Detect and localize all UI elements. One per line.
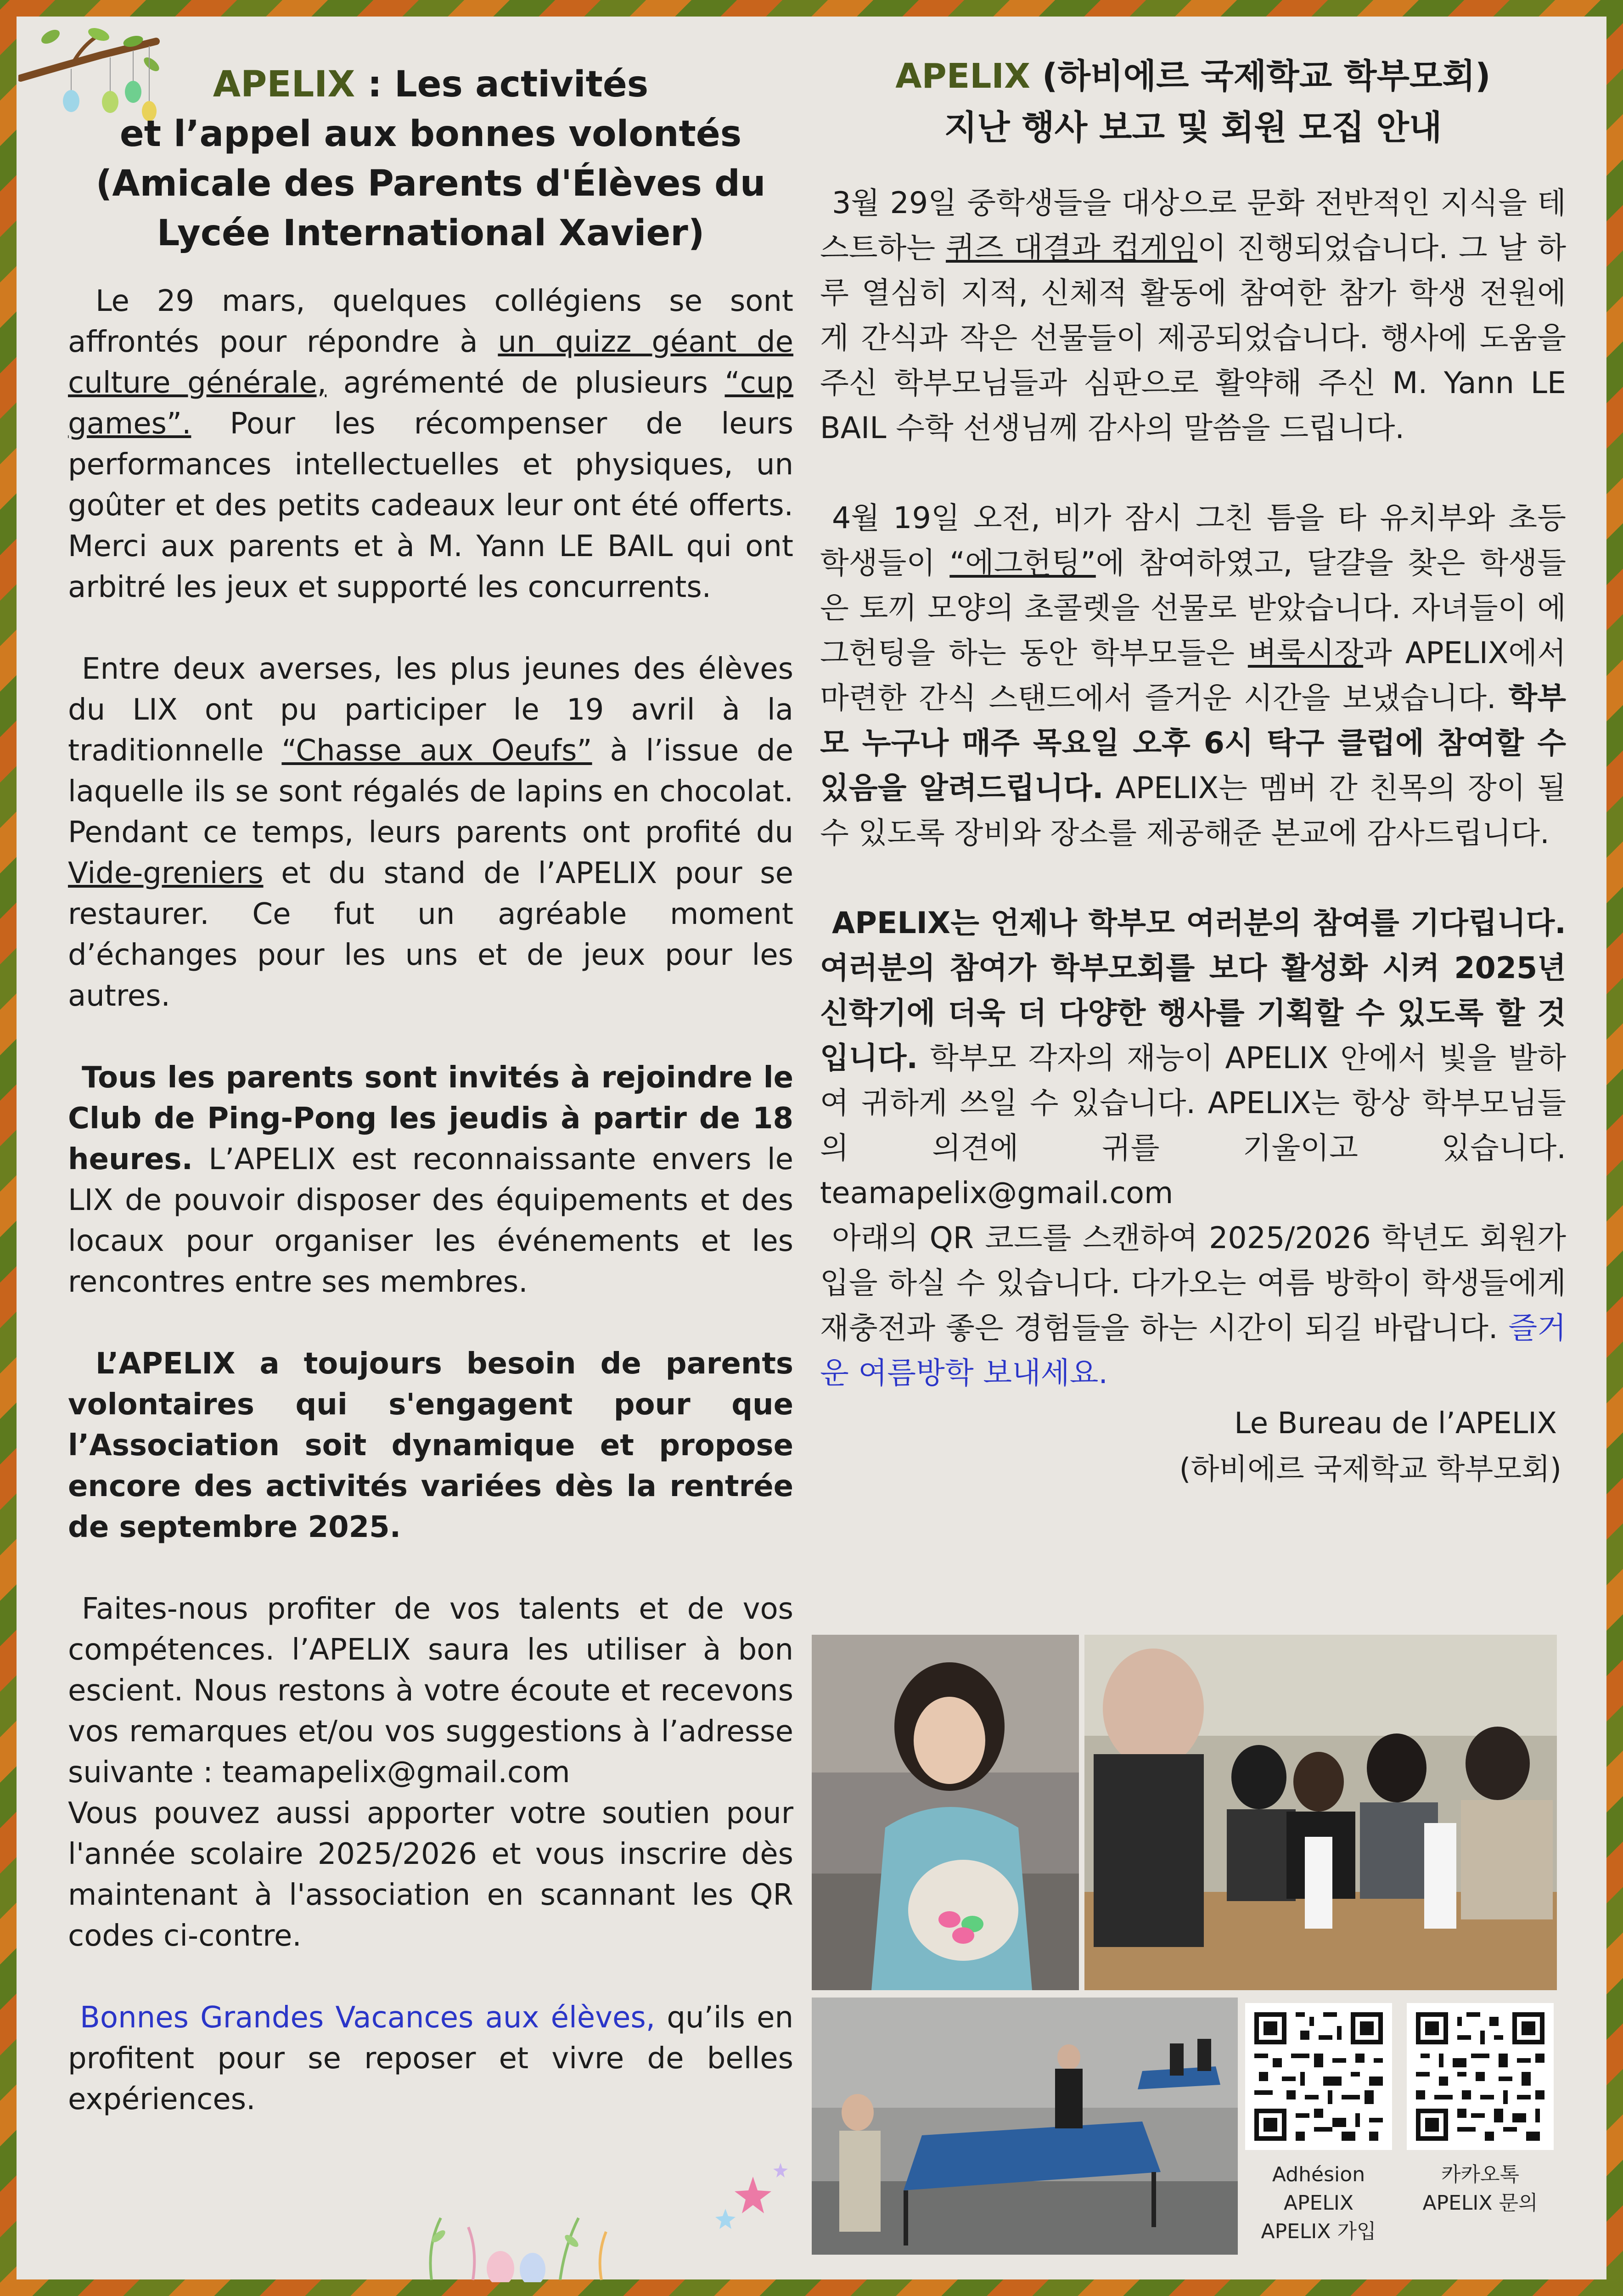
text-span: et du stand de l’APELIX pour se restaurer. Ce fut un agréable moment d’échanges pour les uns et de jeux pour les autres.	[68, 856, 793, 1013]
french-title-brand: APELIX	[213, 64, 355, 105]
qr-code-membership[interactable]	[1245, 2003, 1392, 2150]
text-span: 학부모 각자의 재능이 APELIX 안에서 빛을 발하여 귀하게 쓰일 수 있습니다. APELIX는 항상 학부모님들의 의견에 귀를 기울이고 있습니다. teamapelix@gmail.com	[820, 1041, 1566, 1210]
qr-caption-kakaotalk	[1393, 2161, 1567, 2217]
text-span: 에 참여하였고, 달걀을 찾은 학생들은 토끼 모양의 초콜렛을 선물로 받았습니다. 자녀들이 에그헌팅을 하는 동안 학부모들은	[820, 546, 1566, 670]
korean-paragraph-participation	[820, 901, 1566, 1216]
korean-paragraph-eggs	[820, 496, 1566, 856]
egg-hunt-link-ko: “에그헌팅”	[949, 546, 1096, 580]
qr-caption-membership-line2: APELIX	[1283, 2191, 1354, 2215]
text-span: Vous pouvez aussi apporter votre soutien pour l'année scolaire 2025/2026 et vous inscrire dès maintenant à l'association en scannant les QR codes ci-contre.	[68, 1796, 793, 1953]
text-span: à l’issue de laquelle ils se sont régalés de lapins en chocolat. Pendant ce temps, leurs parents ont profité du	[68, 734, 793, 850]
participation-bold-ko: APELIX는 언제나 학부모 여러분의 참여를 기다립니다. 여러분의 참여가 학부모회를 보다 활성화 시켜 2025년 신학기에 더욱 더 다양한 행사를 기획할 수 있도록 할 것입니다.	[820, 906, 1566, 1075]
quiz-link: un quizz géant de culture générale,	[68, 325, 793, 400]
text-span: qu’ils en profitent pour se reposer et vivre de belles expériences.	[68, 2001, 794, 2116]
signature-line2: (하비에르 국제학교 학부모회)	[1179, 1452, 1561, 1486]
text-span: 과 APELIX에서 마련한 간식 스탠드에서 즐거운 시간을 보냈습니다.	[820, 636, 1566, 715]
french-paragraph-talents	[68, 1589, 793, 1793]
text-span: Le 29 mars, quelques collégiens se sont affrontés pour répondre à	[68, 284, 793, 359]
french-paragraph-holidays	[68, 1998, 793, 2120]
french-column	[68, 60, 793, 2161]
french-paragraph-eggs	[68, 649, 793, 1017]
text-span: 4월 19일 오전, 비가 잠시 그친 틈을 타 유치부와 초등 학생들이	[820, 501, 1566, 580]
text-span: Faites-nous profiter de vos talents et de vos compétences. l’APELIX saura les utiliser à bon escient. Nous restons à votre écoute et recevons vos remarques et/ou vos suggestions à l’adresse suivante : teamapelix@gmail.com	[68, 1592, 793, 1790]
text-span: Entre deux averses, les plus jeunes des élèves du LIX ont pu participer le 19 avril à la traditionnelle	[68, 652, 793, 768]
french-title-line3: (Amicale des Parents d'Élèves du	[95, 163, 766, 204]
text-span: 3월 29일 중학생들을 대상으로 문화 전반적인 지식을 테스트하는	[820, 186, 1566, 265]
photo-ping-pong	[812, 1998, 1238, 2255]
qr-code-kakaotalk[interactable]	[1407, 2003, 1554, 2150]
volunteers-bold: L’APELIX a toujours besoin de parents volontaires qui s'engagent pour que l’Association soit dynamique et propose encore des activités variées dès la rentrée de septembre 2025.	[68, 1347, 793, 1544]
french-paragraph-quiz	[68, 281, 793, 608]
french-title-line4: Lycée International Xavier)	[157, 213, 705, 254]
signature-line1: Le Bureau de l’APELIX	[1234, 1407, 1557, 1441]
text-span: agrémenté de plusieurs	[326, 366, 725, 400]
text-span: Pour les récompenser de leurs performances intellectuelles et physiques, un goûter et des petits cadeaux leur ont été offerts. Merci aux parents et à M. Yann LE BAIL qui ont arbitré les jeux et supporté les concurrents.	[68, 407, 793, 604]
text-span: 아래의 QR 코드를 스캔하여 2025/2026 학년도 회원가입을 하실 수 있습니다. 다가오는 여름 방학이 학생들에게 재충전과 좋은 경험들을 하는 시간이 되길 바랍니다.	[820, 1221, 1566, 1345]
french-paragraph-pingpong	[68, 1058, 793, 1303]
korean-title	[820, 51, 1566, 153]
text-span: L’APELIX est reconnaissante envers le LIX de pouvoir disposer des équipements et des locaux pour organiser les événements et les rencontres entre ses membres.	[68, 1142, 793, 1299]
pingpong-bold: Tous les parents sont invités à rejoindre le Club de Ping-Pong les jeudis à partir de 18 heures.	[68, 1061, 793, 1176]
text-span: APELIX는 멤버 간 친목의 장이 될 수 있도록 장비와 장소를 제공해준 본교에 감사드립니다.	[820, 771, 1567, 850]
photo-egg-hunt-girl	[812, 1635, 1079, 1990]
easter-egg-plants-icon	[413, 2190, 634, 2282]
qr-caption-membership	[1231, 2161, 1406, 2246]
pingpong-bold-ko: 학부모 누구나 매주 목요일 오후 6시 탁구 클럽에 참여할 수 있음을 알려드립니다.	[820, 681, 1566, 805]
summer-greeting-ko: 즐거운 여름방학 보내세요.	[820, 1311, 1566, 1390]
qr-caption-membership-line3: APELIX 가입	[1261, 2220, 1376, 2243]
korean-title-brand: APELIX	[895, 56, 1031, 96]
korean-title-line2: 지난 행사 보고 및 회원 모집 안내	[944, 108, 1442, 147]
french-paragraph-support	[68, 1793, 793, 1957]
sparkle-stars-icon	[707, 2149, 799, 2241]
korean-paragraph-quiz	[820, 181, 1566, 451]
french-title-line2: et l’appel aux bonnes volontés	[119, 113, 742, 155]
cup-games-link: “cup games”.	[68, 366, 794, 441]
french-title	[68, 60, 793, 258]
french-paragraph-volunteers	[68, 1344, 793, 1548]
qr-caption-kakaotalk-line1: 카카오톡	[1441, 2163, 1519, 2186]
text-span: 이 진행되었습니다. 그 날 하루 열심히 지적, 신체적 활동에 참여한 참가 학생 전원에게 간식과 작은 선물들이 제공되었습니다. 행사에 도움을 주신 학부모님들과 심판으로 활약해 주신 M. Yann LE BAIL 수학 선생님께 감사의 말씀을 드립니다.	[820, 231, 1566, 445]
quiz-link-ko: 퀴즈 대결과 컵게임	[946, 231, 1198, 265]
qr-caption-kakaotalk-line2: APELIX 문의	[1422, 2191, 1538, 2215]
korean-title-rest: (하비에르 국제학교 학부모회)	[1030, 56, 1491, 96]
flea-market-link: Vide-greniers	[68, 856, 264, 890]
french-title-rest: : Les activités	[355, 64, 649, 105]
korean-paragraph-qr	[820, 1216, 1566, 1396]
korean-column	[820, 51, 1566, 1492]
qr-caption-membership-line1: Adhésion	[1272, 2163, 1365, 2186]
photo-cup-games	[1084, 1635, 1557, 1990]
egg-hunt-link: “Chasse aux Oeufs”	[281, 734, 592, 768]
flea-market-link-ko: 벼룩시장	[1247, 636, 1364, 670]
holidays-greeting: Bonnes Grandes Vacances aux élèves,	[80, 2001, 656, 2035]
